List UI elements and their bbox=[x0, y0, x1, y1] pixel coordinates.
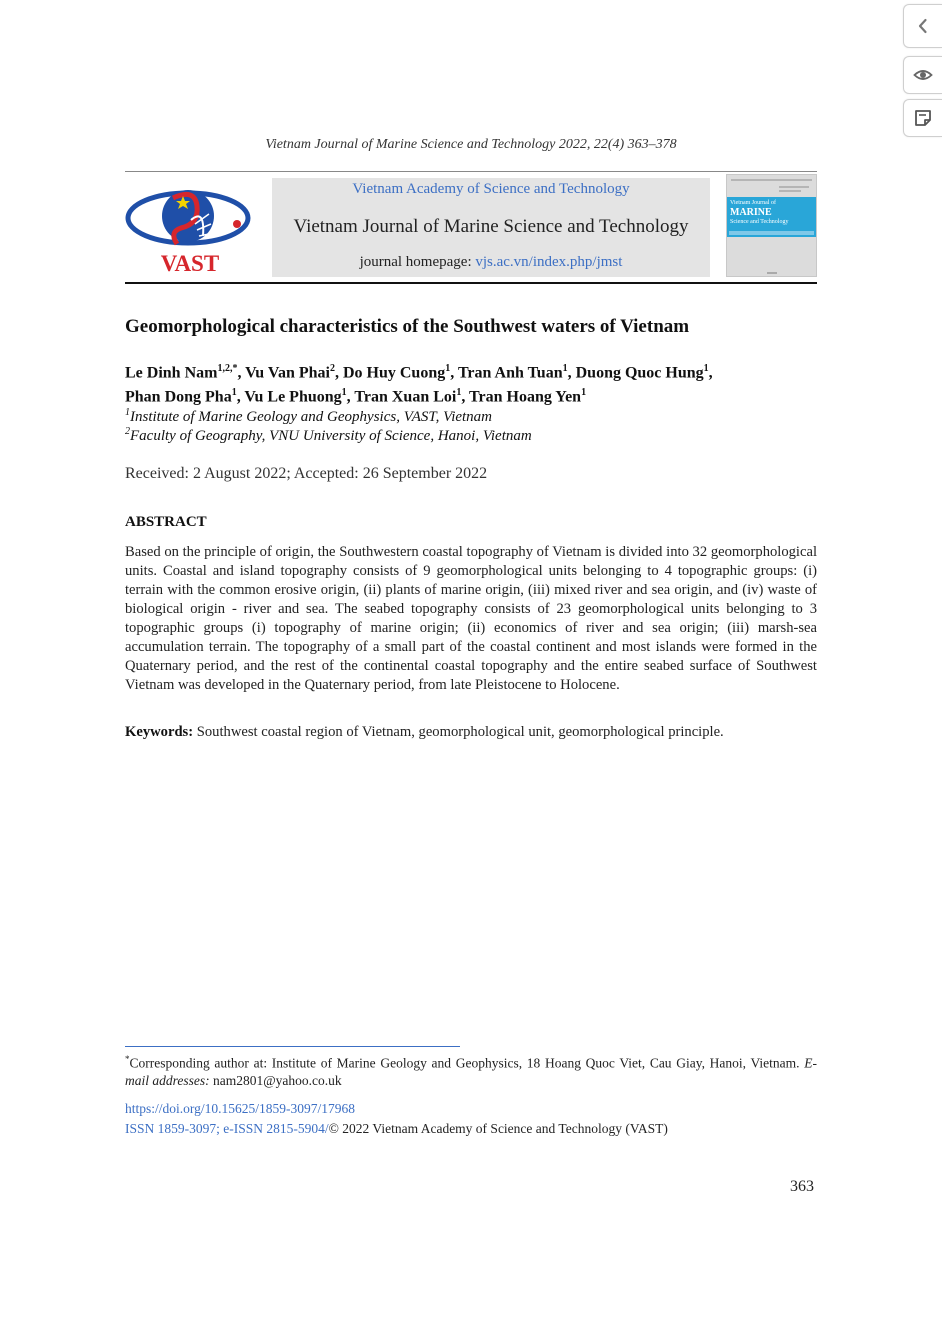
homepage-link[interactable]: vjs.ac.vn/index.php/jmst bbox=[475, 254, 623, 270]
author-name: Tran Xuan Loi bbox=[354, 388, 457, 406]
author-name: Tran Hoang Yen bbox=[469, 388, 582, 406]
cover-line-2: MARINE bbox=[730, 207, 772, 218]
running-head: Vietnam Journal of Marine Science and Technology 2022, 22(4) 363–378 bbox=[265, 137, 677, 152]
page-number: 363 bbox=[790, 1178, 814, 1195]
author-name: Le Dinh Nam bbox=[125, 364, 218, 382]
keywords bbox=[125, 724, 817, 741]
corresponding-author-footnote: *Corresponding author at: Institute of Marine Geology and Geophysics, 18 Hoang Quoc Viet, Cau Giay, Hanoi, Vietnam. E-mail addresses: nam2801@yahoo.co.uk bbox=[125, 1054, 817, 1088]
affiliation: $^1$Institute of Marine Geology and Geophysics, VAST, Vietnam bbox=[125, 407, 493, 425]
collapse-panel-button[interactable] bbox=[903, 4, 942, 48]
author-name: Vu Van Phai bbox=[245, 364, 330, 382]
cover-line-1: Vietnam Journal of bbox=[730, 200, 776, 206]
doi-link[interactable]: https://doi.org/10.15625/1859-3097/17968 bbox=[125, 1101, 356, 1116]
journal-banner bbox=[272, 178, 710, 277]
journal-name: Vietnam Journal of Marine Science and Technology bbox=[293, 216, 689, 237]
vast-logo-text: VAST bbox=[160, 251, 220, 276]
author-name: Tran Anh Tuan bbox=[457, 364, 563, 382]
received-dates: Received: 2 August 2022; Accepted: 26 September 2022 bbox=[125, 465, 488, 482]
add-note-button[interactable] bbox=[903, 99, 942, 137]
keywords-label: Keywords: bbox=[125, 724, 194, 740]
view-toggle-button[interactable] bbox=[903, 56, 942, 94]
issn-line: ISSN 1859-3097; e-ISSN 2815-5904/© 2022 Vietnam Academy of Science and Technology (VAST) bbox=[125, 1121, 668, 1136]
footnote-rule bbox=[125, 1046, 460, 1047]
note-icon bbox=[913, 108, 933, 128]
affiliation: $^2$Faculty of Geography, VNU University of Science, Hanoi, Vietnam bbox=[125, 426, 532, 444]
cover-line-3: Science and Technology bbox=[730, 219, 789, 225]
vast-emblem-icon bbox=[125, 178, 255, 278]
author-email[interactable]: nam2801@yahoo.co.uk bbox=[209, 1072, 342, 1088]
academy-name: Vietnam Academy of Science and Technology bbox=[352, 181, 630, 197]
author-name: Phan Dong Pha bbox=[125, 388, 232, 406]
article-title: Geomorphological characteristics of the Southwest waters of Vietnam bbox=[125, 316, 690, 337]
issn-link[interactable]: ISSN 1859-3097; e-ISSN 2815-5904/ bbox=[125, 1121, 329, 1136]
abstract-heading: ABSTRACT bbox=[125, 514, 207, 530]
author-name: Vu Le Phuong bbox=[244, 388, 342, 406]
author-name: Do Huy Cuong bbox=[342, 364, 446, 382]
abstract-text: Based on the principle of origin, the Southwestern coastal topography of Vietnam is divided into 32 geomorphological units. Coastal and island topography consists of 9 geomorphological units belonging to 4 topographic groups: (i) terrain with the common erosive origin, (ii) plants of marine origin, (iii) mixed river and sea origin, and (iv) waste of biological origin - river and sea. The seabed topography consists of 23 geomorphological units belonging to 3 topographic groups (i) topography of marine origin; (ii) economics of river and sea origin; (iii) marsh-sea accumulation terrain. The topography of a small part of the coastal continent and most islands were formed in the Quaternary period, and the rest of the continental coastal topography and the entire seabed surface of Southwest Vietnam was developed in the Quaternary period, from late Pleistocene to Holocene. bbox=[125, 544, 817, 693]
author-list: Le Dinh Nam$^{1,2,*}$, Vu Van Phai$^2$, Do Huy Cuong$^1$, Tran Anh Tuan$^1$, Duong Quoc Hung$^1$, Phan Dong Pha$^1$, Vu Le Phuong$^1$, Tran Xuan Loi$^1$, Tran Hoang Yen$^1$ bbox=[125, 363, 713, 406]
header-rule-bottom bbox=[125, 282, 817, 284]
journal-homepage bbox=[272, 254, 710, 271]
journal-cover-thumbnail bbox=[726, 174, 817, 277]
header-rule-top bbox=[125, 171, 817, 172]
author-name: Duong Quoc Hung bbox=[575, 364, 704, 382]
homepage-label: journal homepage: bbox=[359, 254, 476, 270]
keywords-text: Southwest coastal region of Vietnam, geomorphological unit, geomorphological principle. bbox=[193, 724, 724, 740]
vast-logo bbox=[125, 178, 255, 278]
chevron-left-icon bbox=[913, 16, 933, 36]
eye-icon bbox=[913, 65, 933, 85]
